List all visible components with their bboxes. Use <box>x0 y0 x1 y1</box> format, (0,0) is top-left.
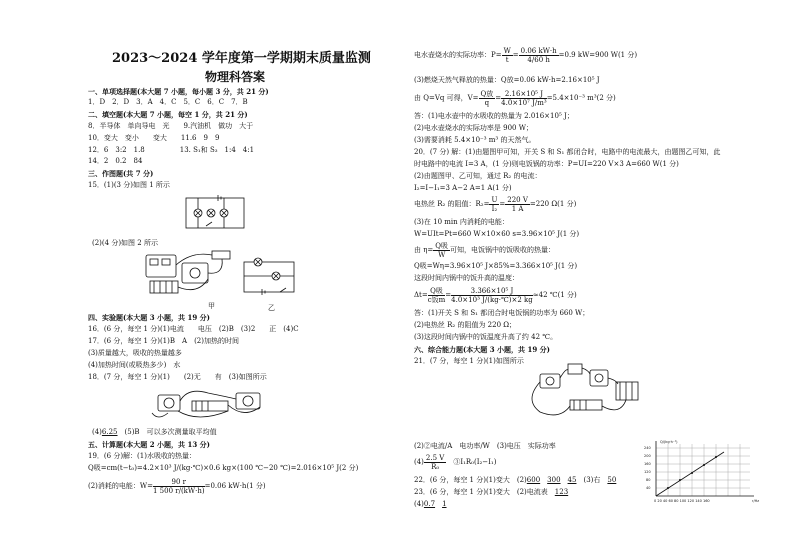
r-q20-ans3: (3)这段时间内锅中的饭温度升高了约 42 ℃。 <box>414 333 558 341</box>
q22-val-3: 45 <box>567 476 577 484</box>
graph-point <box>691 472 693 474</box>
volume-result: =5.4×10⁻³ m³(2 分) <box>546 94 616 102</box>
answer-q17-3: (3)质量越大，吸收的热量越多 <box>88 349 182 357</box>
q19-energy-fraction <box>153 478 205 495</box>
answer-q17-4: (4)加热时间(或吸热多少) 水 <box>88 361 181 369</box>
graph-ytick: 160 <box>644 462 651 466</box>
answer-q19-heat: Q吸=cm(t−t₀)=4.2×10³ J/(kg·℃)×0.6 kg×(100 ℃−20 ℃)=2.016×10⁵ J(2 分) <box>88 464 359 472</box>
r-q20-efficiency <box>414 240 555 260</box>
frac-220v: 220 V <box>507 195 528 204</box>
frac-temp-values <box>451 287 533 304</box>
frac-25v-r0 <box>424 454 446 471</box>
frac-r0: R₀ <box>431 462 440 471</box>
q22-val-2: 300 <box>547 476 561 484</box>
answer-q19: 19．(6 分)解：(1)水吸收的热量： <box>88 452 196 460</box>
answer-q15-2: (2)(4 分)如图 2 所示 <box>92 239 158 247</box>
q19-energy-suffix: =0.06 kW·h(1 分) <box>204 482 266 490</box>
section-5-heading: 五、计算题(本大题 2 小题，共 13 分) <box>88 440 210 449</box>
graph-point <box>679 479 681 481</box>
figure-label-yi: 乙 <box>268 304 275 312</box>
r-q23-4 <box>414 500 447 509</box>
doc-subtitle: 物理科答案 <box>205 70 266 84</box>
frac-q-fang: Q放 <box>480 89 494 98</box>
frac-energy-time <box>519 47 559 64</box>
q21-4-expr: ③I₁R₀(I₂−I₁) <box>446 458 497 466</box>
frac-w: W <box>503 46 511 55</box>
frac-w-t <box>502 47 513 64</box>
efficiency-suffix: 可知，电饭锅中的饭吸收的热量： <box>450 246 556 254</box>
graph-xticks: 0 20 40 60 80 100 120 140 160 <box>654 499 710 503</box>
r-q20-ans2: (2)电热丝 R₂ 的阻值为 220 Ω； <box>414 321 517 329</box>
r-q20-energy-label: (3)在 10 min 内消耗的电能： <box>414 218 509 226</box>
volume-prefix: 由 Q=Vq 可得，V= <box>414 94 479 102</box>
r-q21: 21．(7 分，每空 1 分)(1)如图所示 <box>414 357 524 365</box>
q23-text: 23．(6 分，每空 1 分)(1)变大 (2)电流表 <box>414 488 555 496</box>
frac-value: 4.0×10⁷ J/m³ <box>501 98 547 107</box>
answer-q18: 18．(7 分，每空 1 分)(1) (2)无 有 (3)如图所示 <box>88 373 267 381</box>
graph-ytick: 120 <box>644 470 651 474</box>
r-q21-2-3: (2)②电流/A 电功率/W (3)电压 实际功率 <box>414 442 556 450</box>
frac-u-i <box>489 196 499 213</box>
frac-i2: I₂ <box>491 204 498 213</box>
r-q20-ans1: 答：(1)开关 S 和 S₁ 都闭合时电饭锅的功率为 660 W； <box>414 309 590 317</box>
r-q20-energy: W=UIt=Pt=660 W×10×60 s=3.96×10⁵ J(1 分) <box>414 230 580 238</box>
q23-val: 123 <box>554 488 569 496</box>
frac-q-heat: Q吸 <box>428 287 446 296</box>
frac-25v: 2.5 V <box>425 453 445 462</box>
answer-q18-4-5 <box>92 428 217 437</box>
r-q20-intro: 20．(7 分) 解：(1)由题图甲可知，开关 S 和 S₁ 都闭合时，电路中的电流最大，由题图乙可知，此 <box>414 148 721 156</box>
temp-prefix: Δt= <box>414 291 428 299</box>
answer-q10-11: 10．变大 变小 变大 11.6 9 9 <box>88 134 220 142</box>
answer-q19-energy <box>88 476 266 496</box>
frac-1a: 1 A <box>511 204 524 213</box>
answer-q12-13: 12．6 3:2 1.8 13. S₁和 S₃ 1:4 4:1 <box>88 146 255 154</box>
graph-ytick: 200 <box>644 454 651 458</box>
graph-ytick: 40 <box>646 486 651 490</box>
answer-q17: 17．(6 分，每空 1 分)(1)B A (2)加热的时间 <box>88 337 239 345</box>
section-2-heading: 二、填空题(本大题 7 小题，每空 1 分，共 21 分) <box>88 110 248 119</box>
q22-val-4: 50 <box>607 476 617 484</box>
frac-time: 4/60 h <box>527 55 550 64</box>
power-result: =0.9 kW=900 W(1 分) <box>558 51 638 59</box>
r-q21-4 <box>414 452 496 472</box>
r-answer-2: (2)电水壶烧水的实际功率是 900 W； <box>414 124 533 132</box>
section-1-heading: 一、单项选择题(本大题 7 小题，每小题 3 分，共 21 分) <box>88 87 269 96</box>
q22-text: 22．(6 分，每空 1 分)(1)变大 (2) <box>414 476 527 484</box>
r-q20-heat: Q吸=Wη=3.96×10⁵ J×85%=3.366×10⁵ J(1 分) <box>414 262 578 270</box>
r-gas-heat: (3)燃烧天然气释放的热量：Q放=0.06 kW·h=2.16×10⁵ J <box>414 76 600 84</box>
frac-temp-den: 4.0×10³ J/(kg·℃)×2 kg <box>451 295 533 304</box>
q21-circuit-figure <box>520 360 650 422</box>
section-3-heading: 三、作图题(共 7 分) <box>88 169 154 178</box>
frac-heat: 2.16×10⁵ J <box>501 90 547 99</box>
frac-t: t <box>505 55 509 64</box>
resistance-result: =220 Ω(1 分) <box>529 200 577 208</box>
q19-fraction-numerator: 90 r <box>153 478 205 487</box>
frac-q-xi: Q吸 <box>435 241 449 250</box>
efficiency-prefix: 由 η= <box>414 246 434 254</box>
frac-temp-num: 3.366×10⁵ J <box>451 287 533 296</box>
power-equals: = <box>512 51 519 59</box>
r-q20-power: 时电路中的电流 I=3 A，(1 分)则电饭锅的功率：P=UI=220 V×3 A=660 W(1 分) <box>414 160 679 168</box>
resistance-prefix: 电热丝 R₂ 的阻值：R₂= <box>414 200 490 208</box>
answer-q16: 16．(6 分，每空 1 分)(1)电流 电压 (2)B (3)2 正 (4)C <box>88 325 299 333</box>
frac-cm: c饭m <box>427 295 446 304</box>
r-answer-3: (3)需要消耗 5.4×10⁻³ m³ 的天然气。 <box>414 136 536 144</box>
graph-ytick: 80 <box>646 478 651 482</box>
graph-point <box>703 464 705 466</box>
r-q20-temp-label: 这段时间内锅中的饭升高的温度： <box>414 274 519 282</box>
r-q20-temp: Δt= $\frac{\text{Q吸}}{\text{c饭m}}$ = $\frac{\text{3.366×10⁵ J}}{\text{4.0×10³ J/(kg·℃)×2 kg}}$ ≈42 ℃(1 分) <box>414 286 577 304</box>
frac-220-1 <box>505 196 530 213</box>
answer-q1-7: 1．D 2．D 3．A 4．C 5．C 6．C 7．B <box>88 98 248 106</box>
frac-w-den: W <box>438 250 446 259</box>
r-answer-1: 答：(1)电水壶中的水吸收的热量为 2.016×10⁵ J； <box>414 112 574 120</box>
q23-4-val-1: 0.7 <box>423 500 436 508</box>
figure-label-jia: 甲 <box>208 302 215 310</box>
doc-title: 2023～2024 学年度第一学期期末质量监测 <box>112 51 371 66</box>
frac-q: q <box>484 98 490 107</box>
frac-q-q <box>479 90 496 107</box>
answer-q8-9: 8．半导体 单向导电 光 9.汽油机 做功 大于 <box>88 122 254 130</box>
section-4-heading: 四、实验题(本大题 3 小题，共 19 分) <box>88 313 210 322</box>
q21-4-label: (4) <box>414 458 424 466</box>
wiring-figure-jia <box>142 245 236 301</box>
frac-heat-value <box>501 90 547 107</box>
q22-tail: (3)右 <box>576 476 608 484</box>
q19-energy-prefix: (2)消耗的电能：W= <box>88 482 153 490</box>
resistance-equals: = <box>499 200 506 208</box>
q18-4-value: 6.25 <box>101 428 118 436</box>
q22-val-1: 600 <box>526 476 541 484</box>
power-prefix: 电水壶烧水的实际功率：P= <box>414 51 502 59</box>
q19-fraction-denominator: 1 500 r/(kW·h) <box>152 486 205 495</box>
frac-energy: 0.06 kW·h <box>520 46 557 55</box>
graph-point <box>667 487 669 489</box>
graph-line <box>656 452 724 496</box>
r-q20-i2: I₂=I−I₁=3 A−2 A=1 A(1 分) <box>414 184 512 192</box>
frac-u: U <box>491 195 498 204</box>
graph-ytick: 240 <box>644 446 651 450</box>
r-q22 <box>414 476 616 485</box>
q23-4-label: (4) <box>414 500 424 508</box>
answer-q15-1: 15．(1)(3 分)如图 1 所示 <box>88 181 170 189</box>
graph-ylabel: Q/(kg·h⁻¹) <box>660 440 678 444</box>
graph-xlabel: r/Hz <box>752 499 760 503</box>
frac-q-cm <box>428 287 446 304</box>
r-q20-current: (2)由题图甲、乙可知，通过 R₂ 的电流： <box>414 172 542 180</box>
q18-4-label: (4) <box>92 428 102 436</box>
q23-graph <box>640 438 792 512</box>
graph-point <box>715 456 717 458</box>
q18-5-text: (5)B 可以多次测量取平均值 <box>117 428 217 436</box>
r-gas-volume: 由 Q=Vq 可得，V= $\frac{\text{Q放}}{q}$ = $\frac{\text{2.16×10⁵ J}}{\text{4.0×10⁷ J/m³}}$ =5.4×10⁻³ m³(2 分) <box>414 89 616 107</box>
r-power-formula <box>414 44 637 66</box>
circuit-figure-1 <box>180 192 250 234</box>
answer-q14: 14．2 0.2 84 <box>88 157 143 165</box>
frac-q-w <box>433 242 450 259</box>
r-q20-resistance <box>414 194 576 214</box>
r-q23 <box>414 488 568 497</box>
circuit-figure-yi <box>240 256 300 302</box>
temp-result: ≈42 ℃(1 分) <box>532 291 577 299</box>
q23-4-val-2: 1 <box>442 500 447 508</box>
q18-apparatus-figure <box>148 383 272 425</box>
section-6-heading: 六、综合能力题(本大题 3 小题，共 19 分) <box>414 345 550 354</box>
